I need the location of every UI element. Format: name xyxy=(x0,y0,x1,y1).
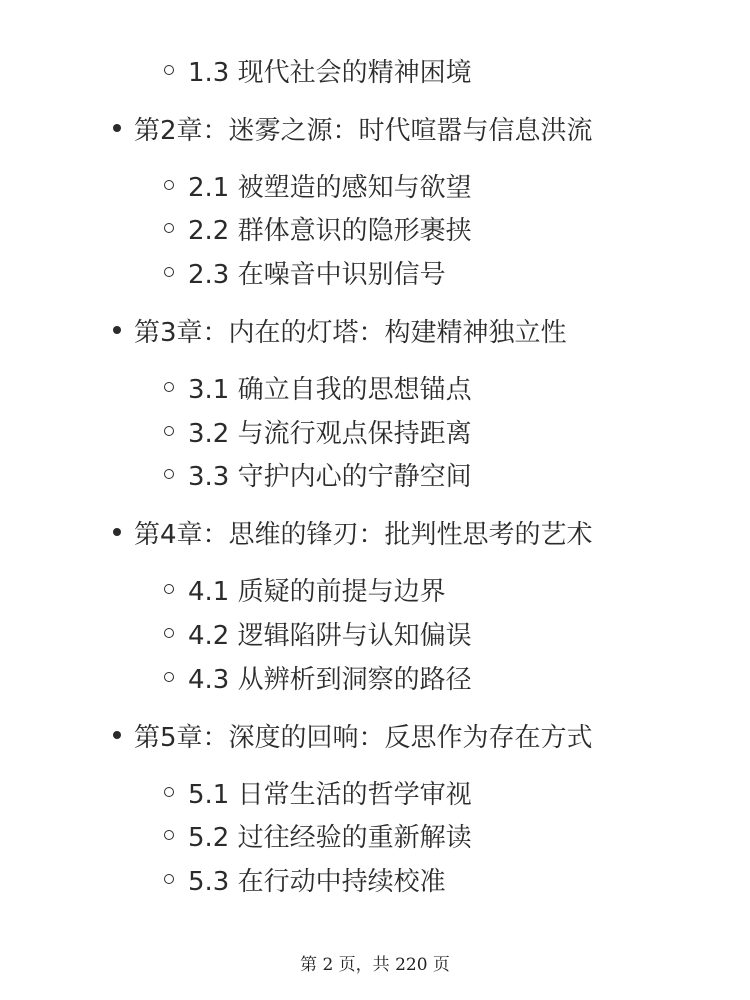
toc-section-label: 3.2 与流行观点保持距离 xyxy=(188,418,472,449)
toc-section-item xyxy=(0,50,750,90)
page-number-footer: 第 2 页，共 220 页 xyxy=(300,955,450,975)
toc-section-label: 2.1 被塑造的感知与欲望 xyxy=(188,172,472,203)
toc-section-label: 4.3 从辨析到洞察的路径 xyxy=(188,664,472,695)
toc-section-item xyxy=(0,569,750,609)
toc-section-item xyxy=(0,657,750,697)
toc-section-item xyxy=(0,367,750,407)
hollow-circle-bullet-icon xyxy=(164,223,174,233)
toc-section-item xyxy=(0,252,750,292)
hollow-circle-bullet-icon xyxy=(164,584,174,594)
toc-section-label: 5.2 过往经验的重新解读 xyxy=(188,822,472,853)
toc-section-item xyxy=(0,454,750,494)
toc-section-label: 3.1 确立自我的思想锚点 xyxy=(188,374,472,405)
toc-section-label: 2.2 群体意识的隐形裹挟 xyxy=(188,215,472,246)
hollow-circle-bullet-icon xyxy=(164,874,174,884)
filled-disc-bullet-icon xyxy=(113,528,121,536)
hollow-circle-bullet-icon xyxy=(164,180,174,190)
hollow-circle-bullet-icon xyxy=(164,787,174,797)
toc-chapter-item xyxy=(0,512,750,552)
toc-chapter-item xyxy=(0,715,750,755)
toc-section-label: 4.2 逻辑陷阱与认知偏误 xyxy=(188,620,472,651)
toc-section-item xyxy=(0,815,750,855)
toc-section-label: 2.3 在噪音中识别信号 xyxy=(188,259,446,290)
toc-section-item xyxy=(0,613,750,653)
hollow-circle-bullet-icon xyxy=(164,65,174,75)
toc-section-label: 5.3 在行动中持续校准 xyxy=(188,866,446,897)
toc-section-item xyxy=(0,772,750,812)
toc-chapter-item xyxy=(0,310,750,350)
hollow-circle-bullet-icon xyxy=(164,426,174,436)
toc-section-label: 1.3 现代社会的精神困境 xyxy=(188,57,472,88)
filled-disc-bullet-icon xyxy=(113,326,121,334)
toc-chapter-label: 第5章：深度的回响：反思作为存在方式 xyxy=(134,722,593,753)
hollow-circle-bullet-icon xyxy=(164,830,174,840)
toc-section-item xyxy=(0,859,750,899)
hollow-circle-bullet-icon xyxy=(164,267,174,277)
filled-disc-bullet-icon xyxy=(113,124,121,132)
hollow-circle-bullet-icon xyxy=(164,628,174,638)
toc-section-item xyxy=(0,165,750,205)
toc-section-label: 5.1 日常生活的哲学审视 xyxy=(188,779,472,810)
hollow-circle-bullet-icon xyxy=(164,672,174,682)
toc-chapter-label: 第3章：内在的灯塔：构建精神独立性 xyxy=(134,317,567,348)
toc-chapter-label: 第2章：迷雾之源：时代喧嚣与信息洪流 xyxy=(134,115,593,146)
toc-section-label: 4.1 质疑的前提与边界 xyxy=(188,576,446,607)
hollow-circle-bullet-icon xyxy=(164,382,174,392)
toc-section-item xyxy=(0,208,750,248)
toc-section-label: 3.3 守护内心的宁静空间 xyxy=(188,461,472,492)
hollow-circle-bullet-icon xyxy=(164,469,174,479)
filled-disc-bullet-icon xyxy=(113,731,121,739)
toc-chapter-item xyxy=(0,108,750,148)
toc-section-item xyxy=(0,411,750,451)
toc-chapter-label: 第4章：思维的锋刃：批判性思考的艺术 xyxy=(134,519,593,550)
